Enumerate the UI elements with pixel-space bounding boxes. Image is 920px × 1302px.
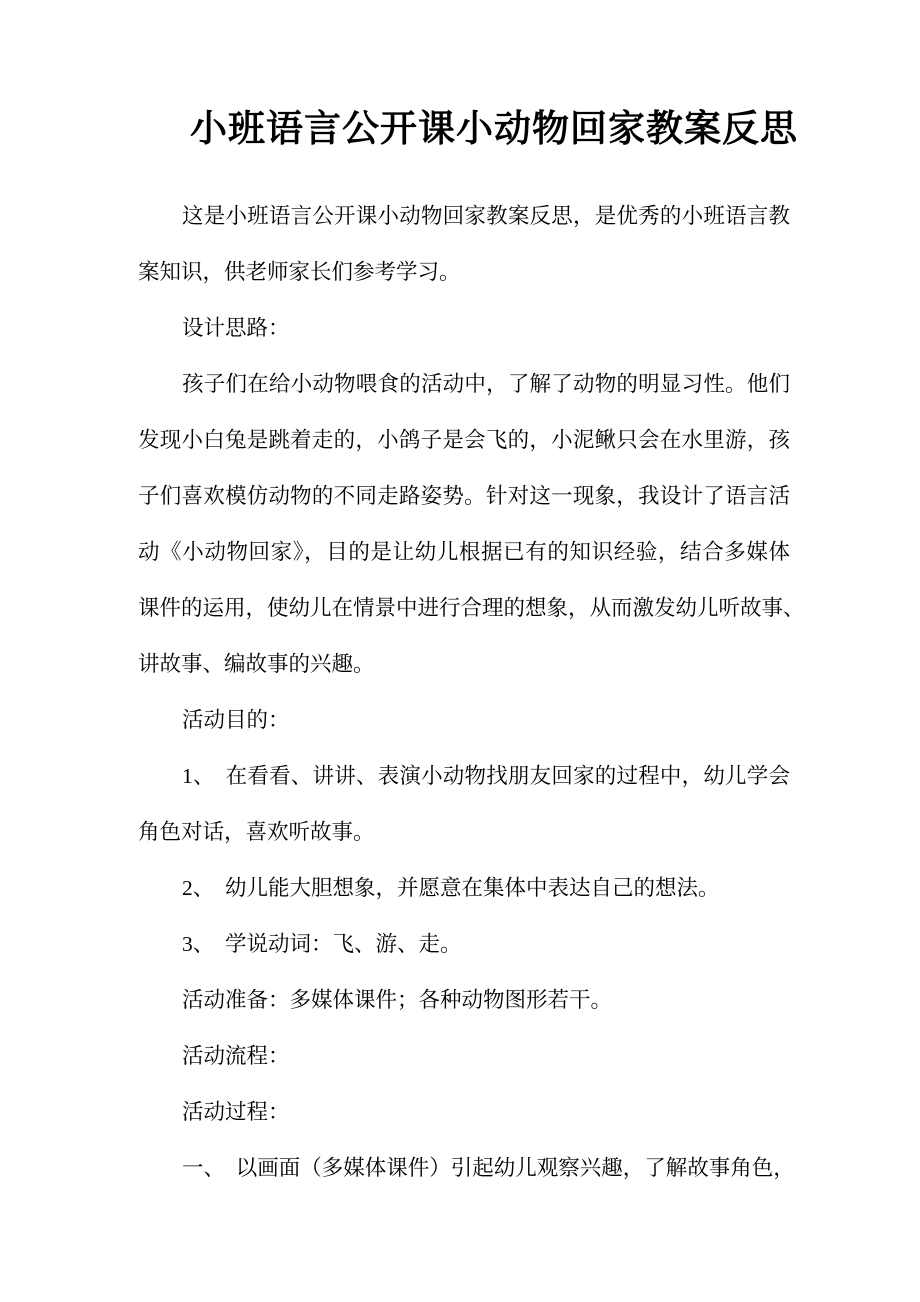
text-line: 活动过程： [182, 1100, 290, 1124]
text-line: 子们喜欢模仿动物的不同走路姿势。针对这一现象，我设计了语言活 [138, 484, 790, 508]
text-line: 这是小班语言公开课小动物回家教案反思，是优秀的小班语言教 [182, 204, 790, 228]
text-line: 3、 学说动词：飞、游、走。 [182, 932, 462, 956]
text-line: 动《小动物回家》，目的是让幼儿根据已有的知识经验，结合多媒体 [138, 540, 790, 564]
text-line: 讲故事、编故事的兴趣。 [138, 652, 375, 676]
text-line: 活动流程： [182, 1044, 290, 1068]
text-line: 1、 在看看、讲讲、表演小动物找朋友回家的过程中，幼儿学会 [182, 764, 790, 788]
text-line: 课件的运用，使幼儿在情景中进行合理的想象，从而激发幼儿听故事、 [138, 596, 805, 620]
document-body [138, 188, 805, 1196]
text-line: 孩子们在给小动物喂食的活动中，了解了动物的明显习性。他们 [182, 372, 790, 396]
document-title: 小班语言公开课小动物回家教案反思 [190, 109, 798, 150]
text-line: 案知识，供老师家长们参考学习。 [138, 260, 461, 284]
text-line: 角色对话，喜欢听故事。 [138, 820, 375, 844]
text-line: 设计思路： [182, 316, 290, 340]
text-line: 发现小白兔是跳着走的，小鸽子是会飞的，小泥鳅只会在水里游，孩 [138, 428, 790, 452]
text-line: 活动准备：多媒体课件；各种动物图形若干。 [182, 988, 613, 1012]
text-line: 2、 幼儿能大胆想象，并愿意在集体中表达自己的想法。 [182, 876, 720, 900]
text-line: 一、 以画面（多媒体课件）引起幼儿观察兴趣，了解故事角色， [182, 1156, 795, 1180]
text-line: 活动目的： [182, 708, 290, 732]
